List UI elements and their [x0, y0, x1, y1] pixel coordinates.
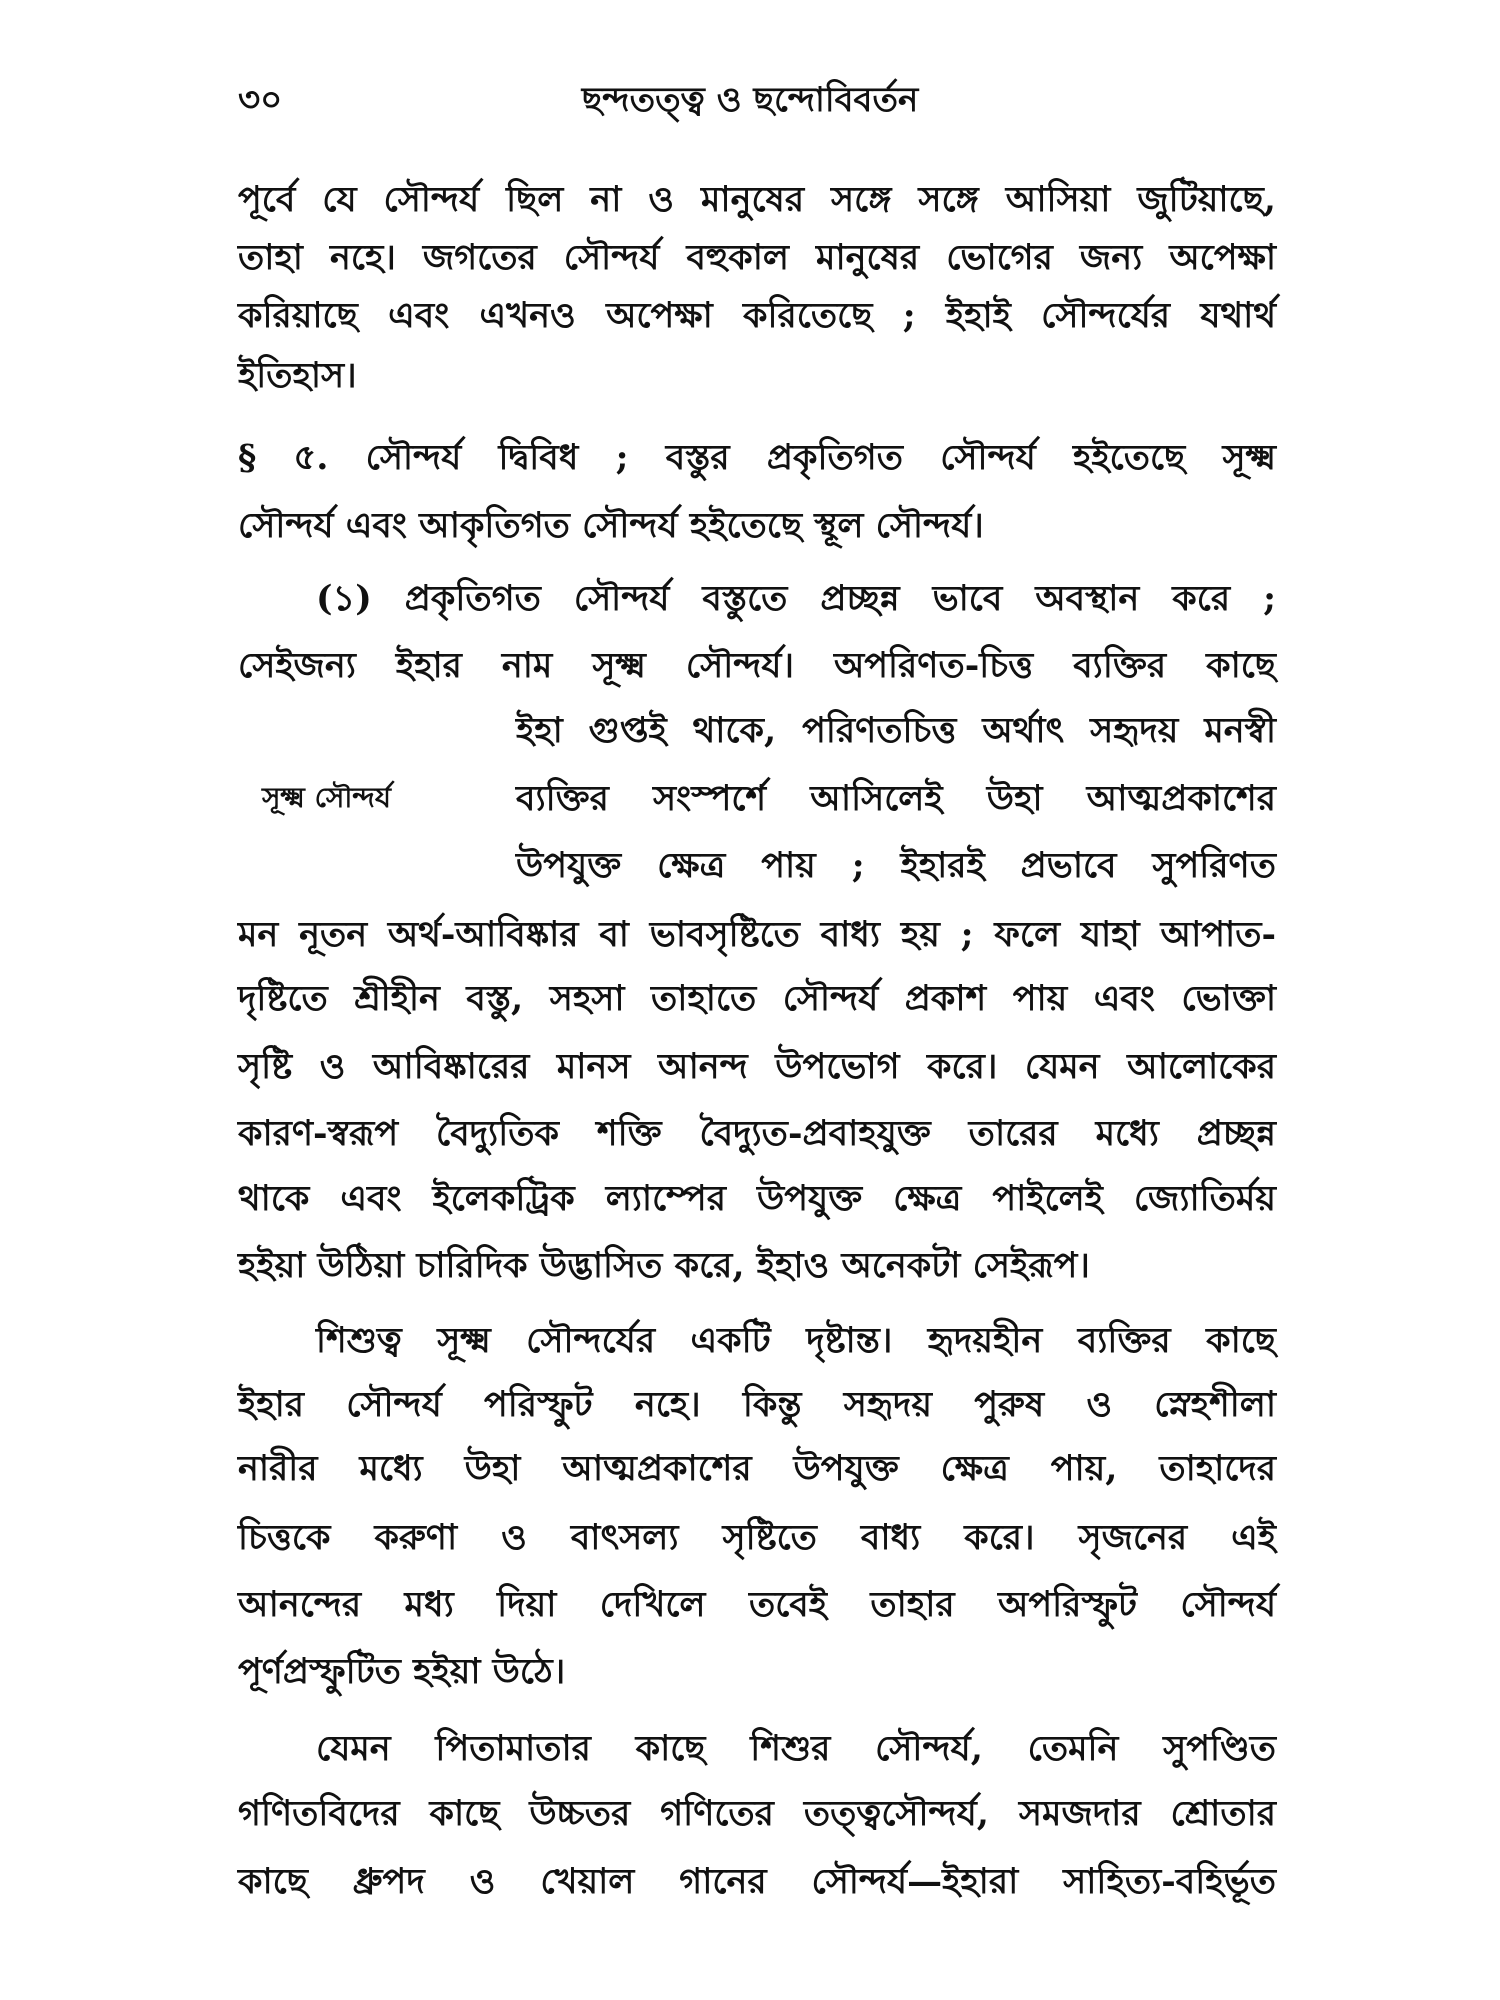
- text-line: § ৫. সৌন্দর্য দ্বিবিধ ; বস্তুর প্রকৃতিগত সৌন্দর্য হইতেছে সূক্ষ্ম: [238, 437, 1276, 478]
- text-line: ব্যক্তির সংস্পর্শে আসিলেই উহা আত্মপ্রকাশের: [516, 778, 1276, 819]
- page-number: ৩০: [238, 80, 283, 120]
- text-line: দৃষ্টিতে শ্রীহীন বস্তু, সহসা তাহাতে সৌন্দর্য প্রকাশ পায় এবং ভোক্তা: [238, 978, 1276, 1019]
- running-title: ছন্দতত্ত্ব ও ছন্দোবিবর্তন: [581, 80, 919, 120]
- text-line: পূর্ণপ্রস্ফুটিত হইয়া উঠে।: [238, 1651, 566, 1692]
- text-line: কারণ-স্বরূপ বৈদ্যুতিক শক্তি বৈদ্যুত-প্রবাহযুক্ত তারের মধ্যে প্রচ্ছন্ন: [238, 1113, 1276, 1154]
- text-line: পূর্বে যে সৌন্দর্য ছিল না ও মানুষের সঙ্গে সঙ্গে আসিয়া জুটিয়াছে,: [238, 179, 1276, 220]
- text-line: তাহা নহে। জগতের সৌন্দর্য বহুকাল মানুষের ভোগের জন্য অপেক্ষা: [238, 237, 1276, 278]
- text-line: ইহা গুপ্তই থাকে, পরিণতচিত্ত অর্থাৎ সহৃদয় মনস্বী: [516, 710, 1276, 751]
- text-line: সেইজন্য ইহার নাম সূক্ষ্ম সৌন্দর্য। অপরিণত-চিত্ত ব্যক্তির কাছে: [238, 645, 1276, 686]
- margin-note: সূক্ষ্ম সৌন্দর্য: [262, 781, 392, 814]
- text-line: হইয়া উঠিয়া চারিদিক উদ্ভাসিত করে, ইহাও অনেকটা সেইরূপ।: [238, 1245, 1090, 1286]
- text-line: মন নূতন অর্থ-আবিষ্কার বা ভাবসৃষ্টিতে বাধ্য হয় ; ফলে যাহা আপাত-: [238, 914, 1276, 955]
- text-line: ইতিহাস।: [238, 355, 357, 396]
- text-line: ইহার সৌন্দর্য পরিস্ফুট নহে। কিন্তু সহৃদয় পুরুষ ও স্নেহশীলা: [238, 1384, 1276, 1425]
- text-line: শিশুত্ব সূক্ষ্ম সৌন্দর্যের একটি দৃষ্টান্ত। হৃদয়হীন ব্যক্তির কাছে: [316, 1320, 1276, 1361]
- text-line: চিত্তকে করুণা ও বাৎসল্য সৃষ্টিতে বাধ্য করে। সৃজনের এই: [238, 1517, 1276, 1558]
- text-line: করিয়াছে এবং এখনও অপেক্ষা করিতেছে ; ইহাই সৌন্দর্যের যথার্থ: [238, 295, 1276, 336]
- text-line: সৌন্দর্য এবং আকৃতিগত সৌন্দর্য হইতেছে স্থূল সৌন্দর্য।: [238, 505, 984, 546]
- text-line: আনন্দের মধ্য দিয়া দেখিলে তবেই তাহার অপরিস্ফুট সৌন্দর্য: [238, 1584, 1276, 1625]
- text-line: (১) প্রকৃতিগত সৌন্দর্য বস্তুতে প্রচ্ছন্ন ভাবে অবস্থান করে ;: [316, 578, 1276, 619]
- text-line: উপযুক্ত ক্ষেত্র পায় ; ইহারই প্রভাবে সুপরিণত: [516, 845, 1276, 886]
- text-line: সৃষ্টি ও আবিষ্কারের মানস আনন্দ উপভোগ করে। যেমন আলোকের: [238, 1046, 1276, 1087]
- text-line: নারীর মধ্যে উহা আত্মপ্রকাশের উপযুক্ত ক্ষেত্র পায়, তাহাদের: [238, 1448, 1276, 1489]
- text-line: গণিতবিদের কাছে উচ্চতর গণিতের তত্ত্বসৌন্দর্য, সমজদার শ্রোতার: [238, 1793, 1276, 1834]
- text-line: কাছে ধ্রুপদ ও খেয়াল গানের সৌন্দর্য—ইহারা সাহিত্য-বহির্ভূত: [238, 1861, 1276, 1902]
- text-line: থাকে এবং ইলেকট্রিক ল্যাম্পের উপযুক্ত ক্ষেত্র পাইলেই জ্যোতির্ময়: [238, 1178, 1276, 1219]
- text-line: যেমন পিতামাতার কাছে শিশুর সৌন্দর্য, তেমনি সুপণ্ডিত: [316, 1728, 1276, 1769]
